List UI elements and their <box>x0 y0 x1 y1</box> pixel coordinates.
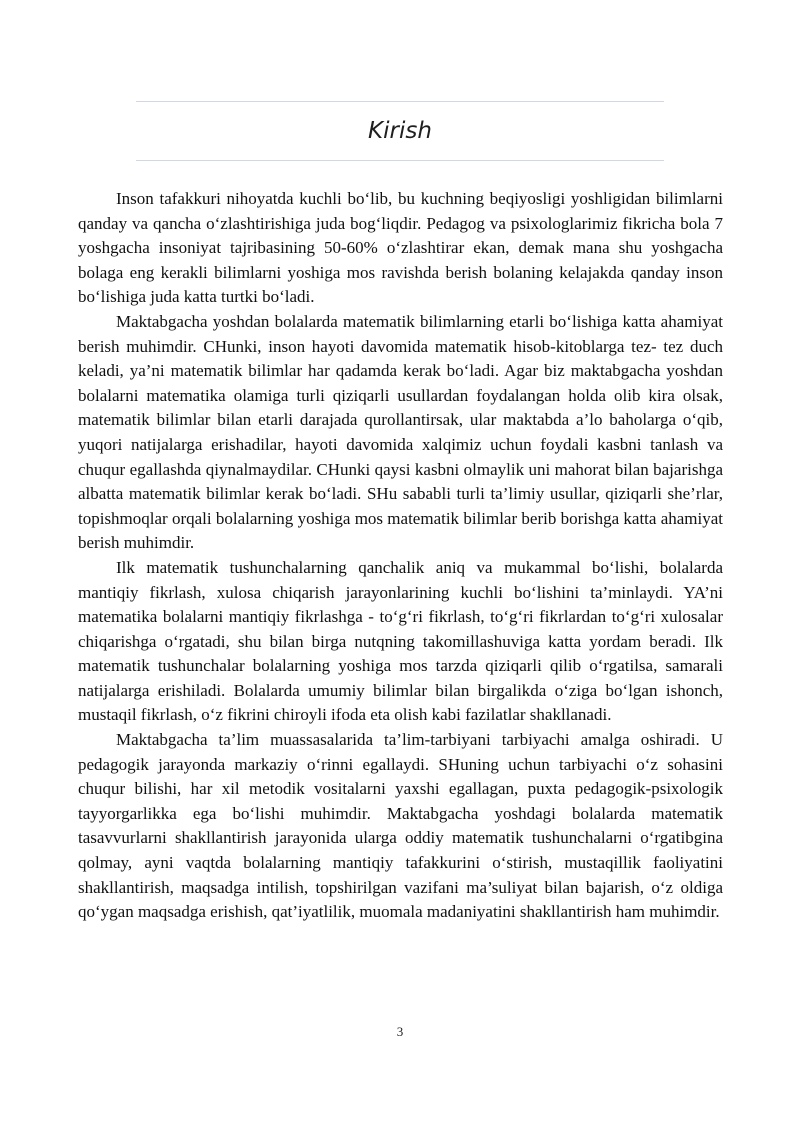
heading-top-rule <box>136 101 664 102</box>
page-number: 3 <box>396 1024 404 1039</box>
paragraph-3: Ilk matematik tushunchalarning qanchalik aniq va mukammal bo‘lishi, bolalarda mantiqiy fikrlash, xulosa chiqarish jarayonlarining kuchli bo‘lishini ta’minlaydi. YA’ni matematika bolalarni mantiqiy fikrlashga - to‘g‘ri fikrlash, to‘g‘ri fikrlardan to‘g‘ri xulosalar chiqarishga o‘rgatadi, shu bilan birga nutqning takomillashuviga katta yordam beradi. Ilk matematik tushunchalar bolalarning yoshiga mos tarzda qiziqarli qilib o‘rgatilsa, samarali natijalarga erishiladi. Bolalarda umumiy bilimlar bilan birgalikda o‘ziga bo‘lgan ishonch, mustaqil fikrlash, o‘z fikrini chiroyli ifoda eta olish kabi fazilatlar shakllanadi. <box>78 557 723 725</box>
page-heading: Kirish <box>368 118 432 144</box>
heading-bottom-rule <box>136 160 664 161</box>
paragraph-4: Maktabgacha ta’lim muassasalarida ta’lim-tarbiyani tarbiyachi amalga oshiradi. U pedagogik jarayonda markaziy o‘rinni egallaydi. SHuning uchun tarbiyachi o‘z sohasini chuqur bilishi, har xil metodik vositalarni yaxshi egallagan, puxta pedagogik-psixologik tayyorgarlikka ega bo‘lishi muhimdir. Maktabgacha yoshdagi bolalarda matematik tasavvurlarni shakllantirish jarayonida ularga oddiy matematik tushunchalarni o‘rgatibgina qolmay, ayni vaqtda bolalarning mantiqiy tafakkurini o‘stirish, mustaqillik faoliyatini shakllantirish, maqsadga intilish, topshirilgan vazifani ma’suliyat bilan bajarish, o‘z oldiga qo‘ygan maqsadga erishish, qat’iyatlilik, muomala madaniyatini shakllantirish ham muhimdir. <box>78 730 723 922</box>
body-text <box>78 187 723 925</box>
paragraph-2: Maktabgacha yoshdan bolalarda matematik bilimlarning etarli bo‘lishiga katta ahamiyat berish muhimdir. CHunki, inson hayoti davomida matematik hisob-kitoblarga tez- tez duch keladi, ya’ni matematik bilimlar har qadamda kerak bo‘ladi. Agar biz maktabgacha yoshdan bolalarni matematika olamiga turli qiziqarli usullardan foydalangan holda olib kira olsak, matematik bilimlar bilan etarli darajada qurollantirsak, ular maktabda a’lo baholarga o‘qib, yuqori natijalarga erishadilar, hayoti davomida xalqimiz uchun foydali kasbni tanlash va chuqur egallashda qiynalmaydilar. CHunki qaysi kasbni olmaylik uni mahorat bilan bajarishga albatta matematik bilimlar kerak bo‘ladi. SHu sababli turli ta’limiy usullar, qiziqarli she’rlar, topishmoqlar orqali bolalarning yoshiga mos matematik bilimlar berib borishga katta ahamiyat berish muhimdir. <box>78 311 723 553</box>
paragraph-1: Inson tafakkuri nihoyatda kuchli bo‘lib, bu kuchning beqiyosligi yoshligidan bilimlarni qanday va qancha o‘zlashtirishiga juda bog‘liqdir. Pedagog va psixologlarimiz fikricha bola 7 yoshgacha insoniyat tajribasining 50-60% o‘zlashtirar ekan, demak mana shu yoshgacha bolaga eng kerakli bilimlarni yoshiga mos ravishda berish bolaning kelajakda qanday inson bo‘lishiga juda katta turtki bo‘ladi. <box>78 189 723 307</box>
